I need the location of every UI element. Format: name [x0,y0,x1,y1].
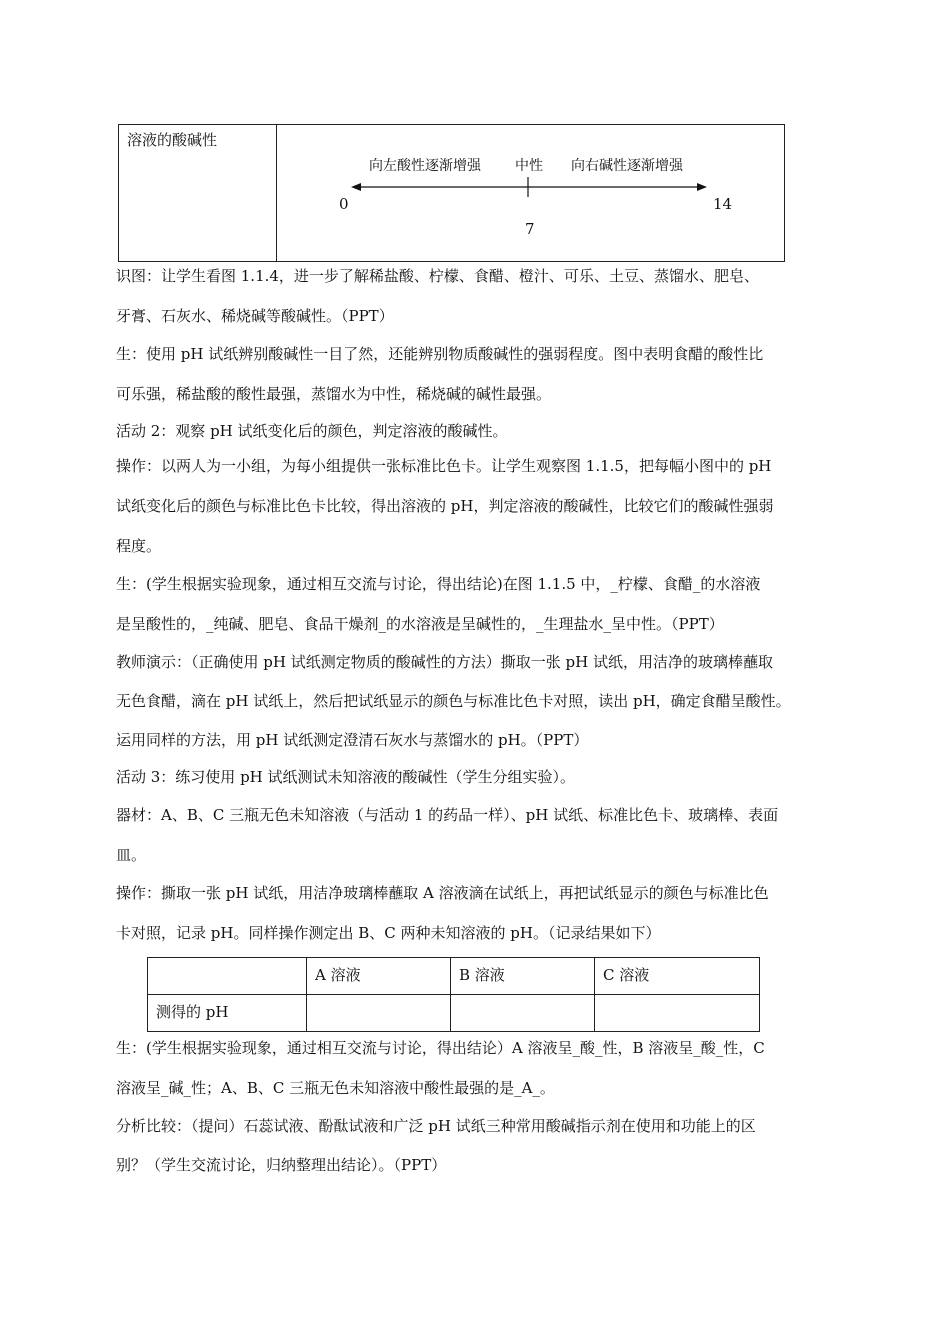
ph-scale-diagram-cell [277,125,785,262]
text-line: 分析比较：（提问）石蕊试液、酚酞试液和广泛 pH 试纸三种常用酸碱指示剂在使用和功能上的区 [116,1117,756,1135]
neutral-label: 中性 [515,158,543,174]
text-line: 无色食醋，滴在 pH 试纸上，然后把试纸显示的颜色与标准比色卡对照，读出 pH，确定食醋呈酸性。 [116,692,791,710]
table-row-label: 测得的 pH [148,995,307,1032]
text-line: 牙膏、石灰水、稀烧碱等酸碱性。（PPT） [116,307,394,325]
text-line: 别？（学生交流讨论，归纳整理出结论）。（PPT） [116,1156,447,1174]
table-cell [595,995,760,1032]
table-header-row [148,958,760,995]
text-line: 活动 2：观察 pH 试纸变化后的颜色，判定溶液的酸碱性。 [116,422,508,440]
text-line: 运用同样的方法，用 pH 试纸测定澄清石灰水与蒸馏水的 pH。（PPT） [116,731,589,749]
table-header-cell: B 溶液 [451,958,595,995]
base-direction-label: 向右碱性逐渐增强 [571,158,683,174]
table-header-cell [148,958,307,995]
ph-mid-label: 7 [525,220,535,238]
text-line: 生：(学生根据实验现象，通过相互交流与讨论，得出结论）A 溶液呈_酸_性，B 溶液呈_酸_性，C [116,1039,765,1057]
ph-scale-table [118,124,785,262]
ph-max-label: 14 [713,195,733,213]
ph-scale-axis [277,125,783,261]
text-line: 皿。 [116,846,147,864]
text-line: 教师演示：（正确使用 pH 试纸测定物质的酸碱性的方法）撕取一张 pH 试纸，用洁净的玻璃棒蘸取 [116,653,773,671]
text-line: 操作：撕取一张 pH 试纸，用洁净玻璃棒蘸取 A 溶液滴在试纸上，再把试纸显示的颜色与标准比色 [116,884,769,902]
scale-table-label: 溶液的酸碱性 [119,125,277,262]
text-line: 操作：以两人为一小组，为每小组提供一张标准比色卡。让学生观察图 1.1.5，把每幅小图中的 pH [116,457,772,475]
text-line: 可乐强，稀盐酸的酸性最强，蒸馏水为中性，稀烧碱的碱性最强。 [116,385,552,403]
text-line: 活动 3：练习使用 pH 试纸测试未知溶液的酸碱性（学生分组实验）。 [116,768,576,786]
text-line: 生：(学生根据实验现象，通过相互交流与讨论，得出结论)在图 1.1.5 中，_柠檬、食醋_的水溶液 [116,575,761,593]
text-line: 是呈酸性的，_纯碱、肥皂、食品干燥剂_的水溶液是呈碱性的，_生理盐水_呈中性。（PPT） [116,615,724,633]
table-header-cell: A 溶液 [307,958,451,995]
table-row [148,995,760,1032]
text-line: 卡对照，记录 pH。同样操作测定出 B、C 两种未知溶液的 pH。（记录结果如下） [116,924,661,942]
text-line: 识图：让学生看图 1.1.4，进一步了解稀盐酸、柠檬、食醋、橙汁、可乐、土豆、蒸馏水、肥皂、 [116,267,759,285]
table-cell [451,995,595,1032]
ph-results-table [147,957,760,1032]
right-arrowhead [697,183,707,191]
left-arrowhead [351,183,361,191]
acid-direction-label: 向左酸性逐渐增强 [369,158,481,174]
text-line: 生：使用 pH 试纸辨别酸碱性一目了然，还能辨别物质酸碱性的强弱程度。图中表明食醋的酸性比 [116,345,764,363]
table-header-cell: C 溶液 [595,958,760,995]
text-line: 试纸变化后的颜色与标准比色卡比较，得出溶液的 pH，判定溶液的酸碱性，比较它们的酸碱性强弱 [116,497,774,515]
text-line: 溶液呈_碱_性；A、B、C 三瓶无色未知溶液中酸性最强的是_A_。 [116,1079,555,1097]
text-line: 器材：A、B、C 三瓶无色未知溶液（与活动 1 的药品一样）、pH 试纸、标准比色卡、玻璃棒、表面 [116,806,779,824]
text-line: 程度。 [116,537,162,555]
ph-min-label: 0 [339,195,349,213]
table-cell [307,995,451,1032]
